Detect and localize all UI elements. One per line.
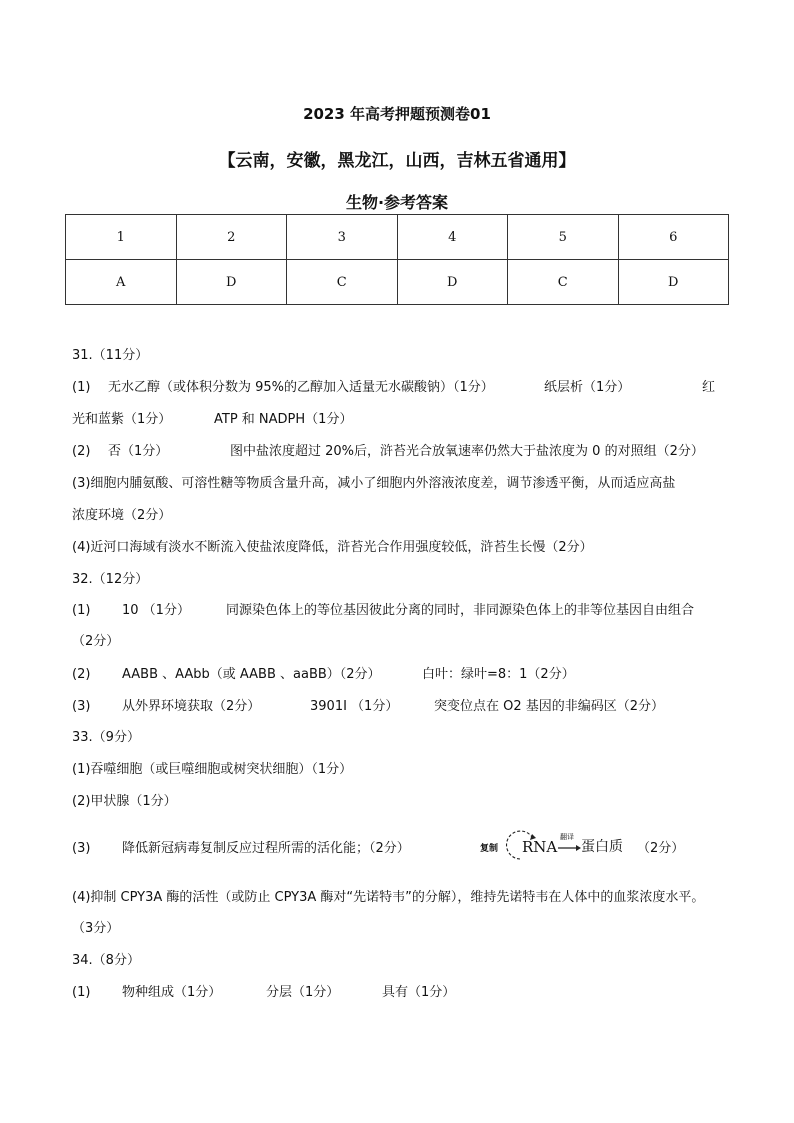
table-cell: 5 <box>508 215 619 260</box>
table-cell: D <box>618 260 729 305</box>
answer-table <box>65 214 729 305</box>
table-cell: C <box>287 260 398 305</box>
rna-translate-label: 翻译 <box>560 833 574 841</box>
table-cell: C <box>508 260 619 305</box>
table-cell: 3 <box>287 215 398 260</box>
table-cell: 2 <box>176 215 287 260</box>
table-cell: D <box>397 260 508 305</box>
table-cell: 4 <box>397 215 508 260</box>
exam-title: 2023 年高考押题预测卷01 <box>303 105 491 123</box>
rna-label: RNA <box>522 838 558 856</box>
section-title: 生物·参考答案 <box>345 193 449 212</box>
q33-part3: (3) 降低新冠病毒复制反应过程所需的活化能；（2分） 复制 RNA 翻译 蛋白质 （2分） <box>72 841 732 871</box>
table-cell: A <box>66 260 177 305</box>
rna-protein-label: 蛋白质 <box>581 839 623 855</box>
rna-copy-label: 复制 <box>480 844 499 854</box>
table-cell: 1 <box>66 215 177 260</box>
question-number-row <box>66 215 729 260</box>
exam-subtitle: 【云南，安徽，黑龙江，山西，吉林五省通用】 <box>218 151 576 171</box>
rna-replication-diagram <box>480 829 630 857</box>
table-cell: 6 <box>618 215 729 260</box>
answer-row <box>66 260 729 305</box>
table-cell: D <box>176 260 287 305</box>
